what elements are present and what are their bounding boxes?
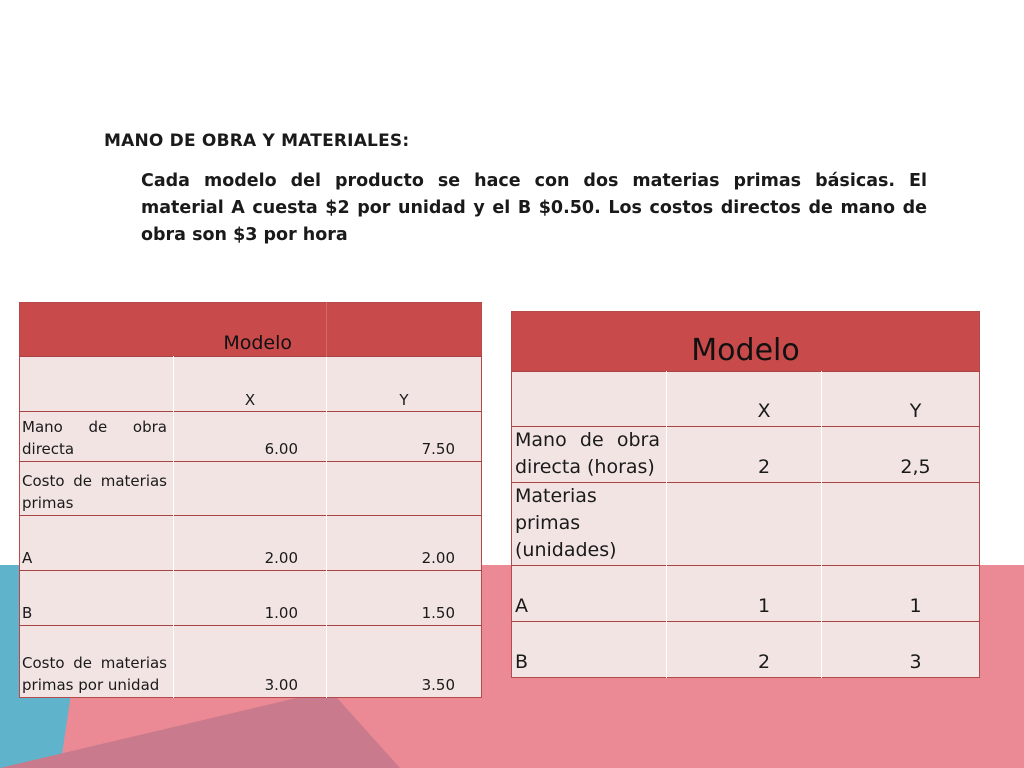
table-row	[20, 626, 482, 698]
row-label: Costo de materias primas por unidad	[20, 626, 174, 698]
table-header-row	[512, 312, 980, 372]
row-value-x	[174, 462, 327, 516]
table-row	[20, 412, 482, 462]
row-value-y: 3	[822, 622, 980, 678]
row-label: Costo de materias primas	[20, 462, 174, 516]
table-row	[512, 622, 980, 678]
slide-heading: MANO DE OBRA Y MATERIALES:	[104, 131, 410, 151]
row-value-y: 3.50	[327, 626, 482, 698]
row-label: Materias primas (unidades)	[512, 483, 667, 566]
row-value-x	[667, 483, 822, 566]
row-value-y: 1	[822, 566, 980, 622]
table-row	[20, 462, 482, 516]
row-value-x: 3.00	[174, 626, 327, 698]
row-value-y: 7.50	[327, 412, 482, 462]
table-row	[20, 571, 482, 626]
row-label: A	[512, 566, 667, 622]
row-value-x: 1	[667, 566, 822, 622]
row-label: Mano de obra directa (horas)	[512, 427, 667, 483]
row-label: B	[20, 571, 174, 626]
row-value-y: 1.50	[327, 571, 482, 626]
row-label: Mano de obra directa	[20, 412, 174, 462]
table-row	[20, 357, 482, 412]
row-value-x: 6.00	[174, 412, 327, 462]
table-row	[512, 483, 980, 566]
row-value-x: 1.00	[174, 571, 327, 626]
row-value-x: 2	[667, 622, 822, 678]
row-value-y	[327, 462, 482, 516]
row-value-x: 2.00	[174, 516, 327, 571]
row-value-y	[822, 483, 980, 566]
table-header-row	[20, 303, 482, 357]
table-row	[512, 372, 980, 427]
cost-table	[19, 302, 482, 698]
row-value-y: 2,5	[822, 427, 980, 483]
row-value-x: 2	[667, 427, 822, 483]
column-x-label: X	[174, 357, 327, 412]
table-row	[512, 566, 980, 622]
units-table	[511, 311, 980, 678]
table-header-empty	[327, 303, 482, 357]
column-x-label: X	[667, 372, 822, 427]
table-row	[512, 427, 980, 483]
table-header-modelo: Modelo	[20, 303, 327, 357]
table-cell-empty	[512, 372, 667, 427]
table-cell-empty	[20, 357, 174, 412]
table-header-modelo: Modelo	[512, 312, 980, 372]
column-y-label: Y	[327, 357, 482, 412]
column-y-label: Y	[822, 372, 980, 427]
row-value-y: 2.00	[327, 516, 482, 571]
table-row	[20, 516, 482, 571]
row-label: A	[20, 516, 174, 571]
row-label: B	[512, 622, 667, 678]
slide-paragraph: Cada modelo del producto se hace con dos materias primas básicas. El material A cuesta $2 por unidad y el B $0.50. Los costos directos de mano de obra son $3 por hora	[141, 171, 927, 245]
